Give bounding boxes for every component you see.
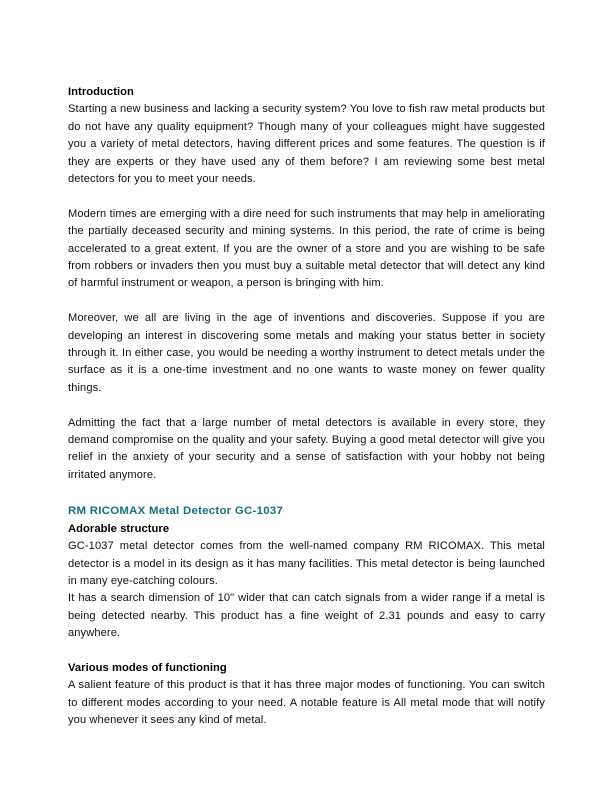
heading-introduction: Introduction: [68, 86, 134, 98]
paragraph-intro-3: Moreover, we all are living in the age of inventions and discoveries. Suppose if you are developing an interest in discovering some metals and making your status better in society through it. In either case, you would be needing a worthy instrument to detect metals under the surface as it is a one-time investment and no one wants to waste money on fewer quality things.: [68, 312, 545, 394]
paragraph-spacer: [68, 293, 545, 310]
section-product: [68, 502, 545, 730]
paragraph-spacer: [68, 188, 545, 205]
paragraph-structure-2: It has a search dimension of 10" wider that can catch signals from a wider range if a metal is being detected nearby. This product has a fine weight of 2.31 pounds and easy to carry anywhere.: [68, 592, 545, 640]
document-body: [68, 84, 545, 730]
paragraph-spacer: [68, 397, 545, 414]
section-spacer: [68, 484, 545, 501]
heading-product-rm-ricomax: RM RICOMAX Metal Detector GC-1037: [68, 504, 284, 517]
paragraph-modes-1: A salient feature of this product is that it has three major modes of functioning. You can switch to different modes according to your need. A notable feature is All metal mode that will notify you whenever it sees any kind of metal.: [68, 679, 545, 727]
paragraph-intro-2: Modern times are emerging with a dire need for such instruments that may help in ameliorating the partially deceased security and mining systems. In this period, the rate of crime is being accelerated to a great extent. If you are the owner of a store and you are wishing to be safe from robbers or invaders then you must buy a suitable metal detector that will detect any kind of harmful instrument or weapon, a person is bringing with him.: [68, 207, 545, 290]
paragraph-intro-4: Admitting the fact that a large number of metal detectors is available in every store, they demand compromise on the quality and your safety. Buying a good metal detector will give you relief in the anxiety of your security and a sense of satisfaction with your hobby not being irritated anymore.: [68, 416, 545, 481]
heading-adorable-structure: Adorable structure: [68, 522, 170, 535]
section-spacer: [68, 643, 545, 660]
paragraph-structure-1: GC-1037 metal detector comes from the well-named company RM RICOMAX. This metal detector is a model in its design as it has many facilities. This metal detector is being launched in many eye-catching colours.: [68, 540, 545, 587]
paragraph-intro-1: Starting a new business and lacking a security system? You love to fish raw metal products but do not have any quality equipment? Though many of your colleagues might have suggested you a variety of metal detectors, having different prices and some features. The question is if they are experts or they have used any of them before? I am reviewing some best metal detectors for you to meet your needs.: [68, 103, 545, 186]
section-introduction: [68, 84, 545, 484]
heading-various-modes: Various modes of functioning: [68, 661, 227, 674]
